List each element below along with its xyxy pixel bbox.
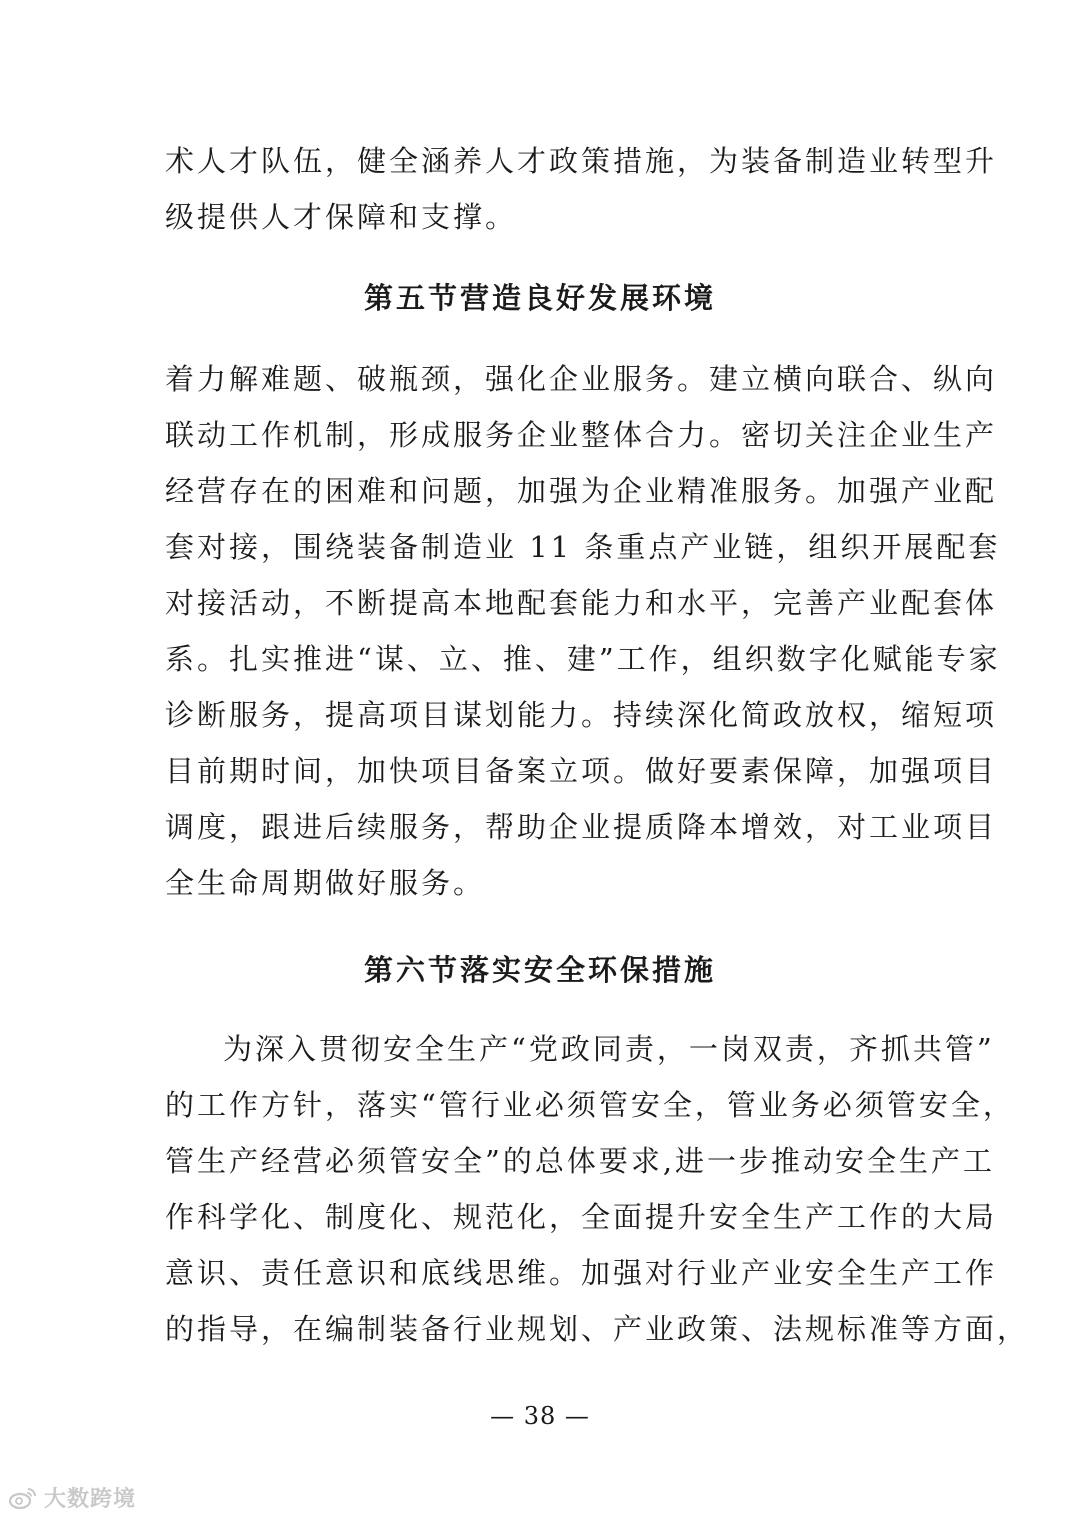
text-line: 对接活动，不断提高本地配套能力和水平，完善产业配套体 (165, 586, 998, 620)
text-line: 作科学化、制度化、规范化，全面提升安全生产工作的大局 (165, 1200, 998, 1234)
text-line: 着力解难题、破瓶颈，强化企业服务。建立横向联合、纵向 (165, 362, 998, 396)
text-line: 诊断服务，提高项目谋划能力。持续深化简政放权，缩短项 (165, 698, 998, 732)
watermark-text: 大数跨境 (44, 1487, 137, 1512)
section6-heading: 第六节落实安全环保措施 (363, 953, 716, 987)
text-line: 全生命周期做好服务。 (165, 866, 486, 900)
watermark (8, 1482, 136, 1513)
text-line: 目前期时间，加快项目备案立项。做好要素保障，加强项目 (165, 754, 998, 788)
text-line: 经营存在的困难和问题，加强为企业精准服务。加强产业配 (165, 474, 998, 508)
text-line: 意识、责任意识和底线思维。加强对行业产业安全生产工作 (165, 1256, 998, 1290)
intro-paragraph (165, 133, 998, 245)
text-line: 为深入贯彻安全生产“党政同责，一岗双责，齐抓共管” (223, 1032, 995, 1066)
text-line: 的工作方针，落实“管行业必须管安全，管业务必须管安全， (165, 1088, 1015, 1122)
text-line: 套对接，围绕装备制造业 11 条重点产业链，组织开展配套 (165, 530, 1001, 564)
text-line: 术人才队伍，健全涵养人才政策措施，为装备制造业转型升 (165, 144, 998, 178)
text-line: 联动工作机制，形成服务企业整体合力。密切关注企业生产 (165, 418, 998, 452)
section6-paragraph (165, 1021, 1030, 1357)
text-line: 级提供人才保障和支撑。 (165, 200, 518, 234)
text-line: 系。扎实推进“谋、立、推、建”工作，组织数字化赋能专家 (165, 642, 1001, 676)
text-line: 调度，跟进后续服务，帮助企业提质降本增效，对工业项目 (165, 810, 998, 844)
text-line: 的指导，在编制装备行业规划、产业政策、法规标准等方面， (165, 1312, 1030, 1346)
section5-heading: 第五节营造良好发展环境 (363, 281, 716, 315)
weibo-logo-icon (8, 1486, 38, 1510)
page-number: — 38 — (490, 1402, 590, 1430)
section5-paragraph (165, 351, 1001, 911)
text-line: 管生产经营必须管安全”的总体要求,进一步推动安全生产工 (165, 1144, 996, 1178)
